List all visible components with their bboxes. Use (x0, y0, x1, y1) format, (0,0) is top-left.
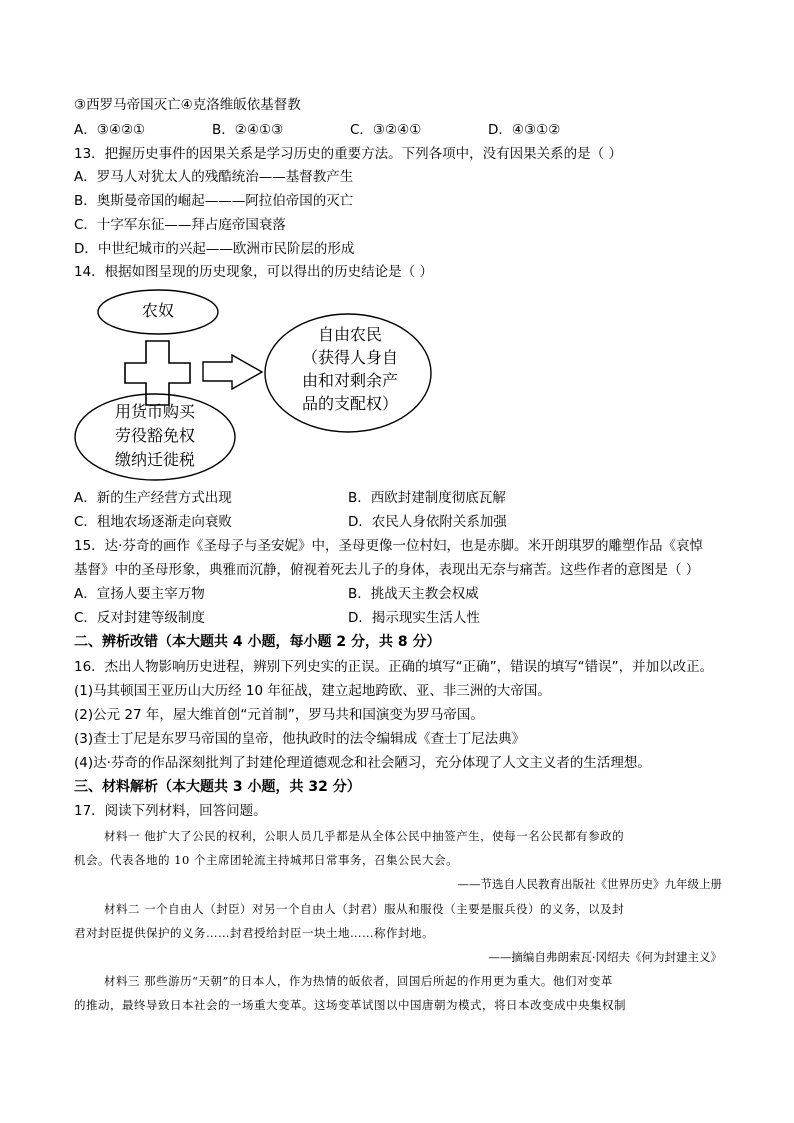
q12-option-line: ③西罗马帝国灭亡④克洛维皈依基督教 (74, 97, 301, 113)
section-2-title: 二、辨析改错（本大题共 4 小题，每小题 2 分，共 8 分） (74, 634, 441, 650)
serf-label: 农奴 (141, 301, 174, 320)
free-peasant-line-1: 自由农民 (317, 325, 382, 344)
conditions-label (85, 400, 225, 472)
q15-option-c: C．反对封建等级制度 (74, 610, 205, 626)
free-peasant-line-3: 由和对剩余产 (301, 371, 398, 390)
q16-item-3: (3)查士丁尼是东罗马帝国的皇帝，他执政时的法令编辑成《查士丁尼法典》 (74, 731, 526, 747)
material-2-line-1: 材料二 一个自由人（封臣）对另一个自由人（封君）服从和服役（主要是服兵役）的义务，以及封 (104, 902, 625, 916)
q17-stem: 17．阅读下列材料，回答问题。 (74, 803, 267, 819)
q14-option-b: B．西欧封建制度彻底瓦解 (348, 490, 506, 506)
q13-option-c: C．十字军东征——拜占庭帝国衰落 (74, 217, 286, 233)
q14-option-a: A．新的生产经营方式出现 (74, 490, 232, 506)
conditions-line-3: 缴纳迁徙税 (114, 450, 195, 469)
q16-item-1: (1)马其顿国王亚历山大历经 10 年征战，建立起地跨欧、亚、非三洲的大帝国。 (74, 683, 551, 699)
q13-option-a: A．罗马人对犹太人的残酷统治——基督教产生 (74, 169, 354, 185)
q14-stem: 14．根据如图呈现的历史现象，可以得出的历史结论是（ ） (74, 264, 433, 280)
q12-option-b: B．②④①③ (212, 122, 284, 138)
q15-stem-line-1: 15．达·芬奇的画作《圣母子与圣安妮》中，圣母更像一位村妇，也是赤脚。米开朗琪罗的雕塑作品《哀悼 (74, 538, 703, 554)
conditions-line-1: 用货币购买 (114, 402, 195, 421)
q12-option-a: A．③④②① (74, 122, 146, 138)
free-peasant-label (275, 323, 425, 415)
q14-diagram (70, 285, 450, 485)
q13-option-b: B．奥斯曼帝国的崛起———阿拉伯帝国的灭亡 (74, 193, 354, 209)
q16-item-2: (2)公元 27 年，屋大维首创“元首制”，罗马共和国演变为罗马帝国。 (74, 707, 484, 723)
material-2-source: ——摘编自弗朗索瓦·冈绍夫《何为封建主义》 (488, 950, 722, 964)
q12-option-c: C．③②④① (350, 122, 422, 138)
conditions-line-2: 劳役豁免权 (114, 426, 195, 445)
q16-stem: 16．杰出人物影响历史进程，辨别下列史实的正误。正确的填写“正确”，错误的填写“错误”，并加以改正。 (74, 659, 714, 675)
q15-stem-line-2: 基督》中的圣母形象，典雅而沉静，俯视着死去儿子的身体，表现出无奈与痛苦。这些作者的意图是（ ） (74, 562, 700, 578)
free-peasant-line-2: （获得人身自 (301, 348, 398, 367)
q14-option-c: C．租地农场逐渐走向衰败 (74, 514, 232, 530)
q13-option-d: D．中世纪城市的兴起——欧洲市民阶层的形成 (74, 241, 355, 257)
q16-item-4: (4)达·芬奇的作品深刻批判了封建伦理道德观念和社会陋习，充分体现了人文主义者的生活理想。 (74, 755, 651, 771)
q15-option-a: A．宣扬人要主宰万物 (74, 586, 205, 602)
q15-option-b: B．挑战天主教会权威 (348, 586, 479, 602)
arrow-right-icon (203, 355, 262, 389)
section-3-title: 三、材料解析（本大题共 3 小题，共 32 分） (74, 779, 361, 795)
material-1-line-1: 材料一 他扩大了公民的权利，公职人员几乎都是从全体公民中抽签产生，使每一名公民都有参政的 (104, 829, 625, 843)
material-1-source: ——节选自人民教育出版社《世界历史》九年级上册 (457, 877, 722, 891)
material-3-line-2: 的推动，最终导致日本社会的一场重大变革。这场变革试图以中国唐朝为模式，将日本改变成中央集权制 (74, 998, 626, 1012)
q14-option-d: D．农民人身依附关系加强 (348, 514, 507, 530)
material-2-line-2: 君对封臣提供保护的义务……封君授给封臣一块土地……称作封地。 (74, 926, 434, 940)
q13-stem: 13．把握历史事件的因果关系是学习历史的重要方法。下列各项中，没有因果关系的是（ ） (74, 146, 622, 162)
q15-option-d: D．揭示现实生活人性 (348, 610, 480, 626)
material-1-line-2: 机会。代表各地的 10 个主席团轮流主持城邦日常事务，召集公民大会。 (74, 853, 458, 867)
free-peasant-line-4: 品的支配权） (301, 394, 398, 413)
q12-option-d: D．④③①② (488, 122, 561, 138)
material-3-line-1: 材料三 那些游历“天朝”的日本人，作为热情的皈依者，回国后所起的作用更为重大。他们对变革 (104, 974, 613, 988)
